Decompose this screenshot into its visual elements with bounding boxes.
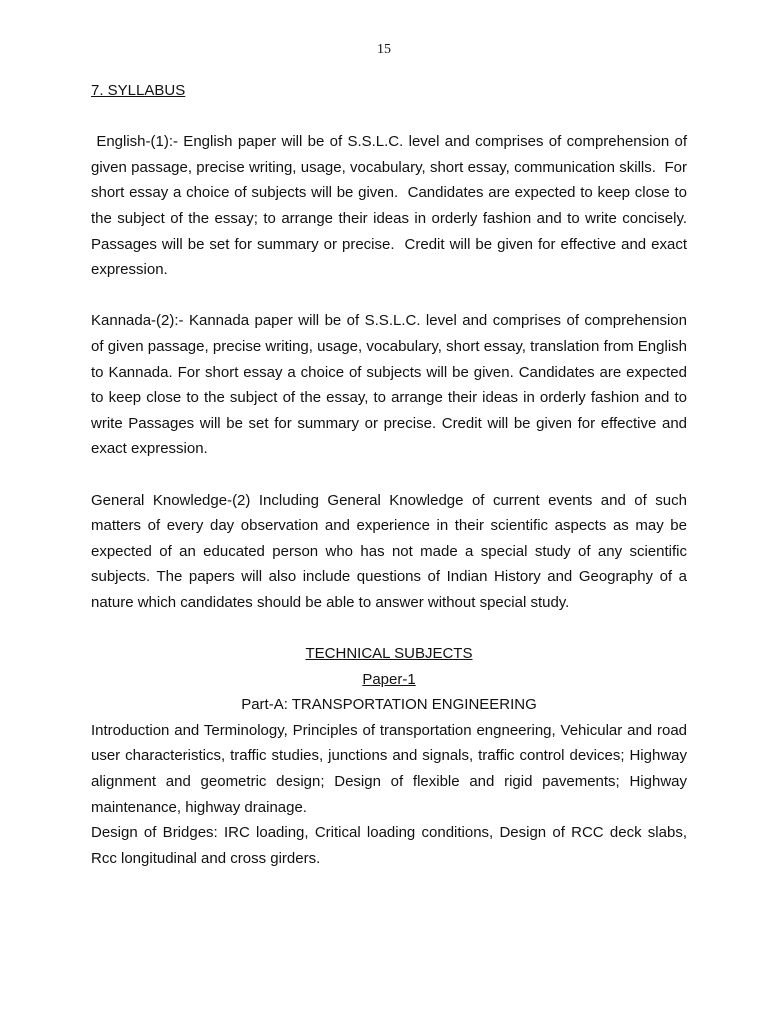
page-number: 15 [377,42,391,57]
technical-heading-text: TECHNICAL SUBJECTS [305,645,473,663]
paragraph-kannada: Kannada-(2):- Kannada paper will be of S.S.L.C. level and comprises of comprehension of given passage, precise writing, usage, vocabulary, short essay, translation from English to Kannada. For short essay a choice of subjects will be given. Candidates are expected to keep close to the subject of the essay, to arrange their ideas in orderly fashion and to write Passages will be set for summary or precise. Credit will be given for effective and exact expression. [91,312,687,458]
paragraph-bridges: Design of Bridges: IRC loading, Critical loading conditions, Design of RCC deck slabs, Rcc longitudinal and cross girders. [91,824,687,867]
paragraph-transportation: Introduction and Terminology, Principles of transportation engneering, Vehicular and road user characteristics, traffic studies, junctions and signals, traffic control devices; Highway alignment and geometric design; Design of flexible and rigid pavements; Highway maintenance, highway drainage. [91,721,687,816]
technical-heading [91,641,687,667]
section-heading: 7. SYLLABUS [91,82,186,99]
paragraph-english: English-(1):- English paper will be of S.S.L.C. level and comprises of comprehension of given passage, precise writing, usage, vocabulary, short essay, communication skills. For short essay a choice of subjects will be given. Candidates are expected to keep close to the subject of the essay; to arrange their ideas in orderly fashion and to write concisely. Passages will be set for summary or precise. Credit will be given for effective and exact expression. [91,133,696,279]
paper-heading [91,667,687,693]
technical-subjects-block [91,641,687,871]
spacer [91,462,687,488]
paper-heading-text: Paper-1 [362,670,416,688]
spacer [91,283,687,309]
part-heading: Part-A: TRANSPORTATION ENGINEERING [241,696,537,714]
document-body [91,78,696,871]
paragraph-general-knowledge: General Knowledge-(2) Including General Knowledge of current events and of such matters of every day observation and experience in their scientific aspects as may be expected of an educated person who has not made a special study of any scientific subjects. The papers will also include questions of Indian History and Geography of a nature which candidates should be able to answer without special study. [91,491,687,611]
spacer [91,615,687,641]
spacer [91,104,687,130]
